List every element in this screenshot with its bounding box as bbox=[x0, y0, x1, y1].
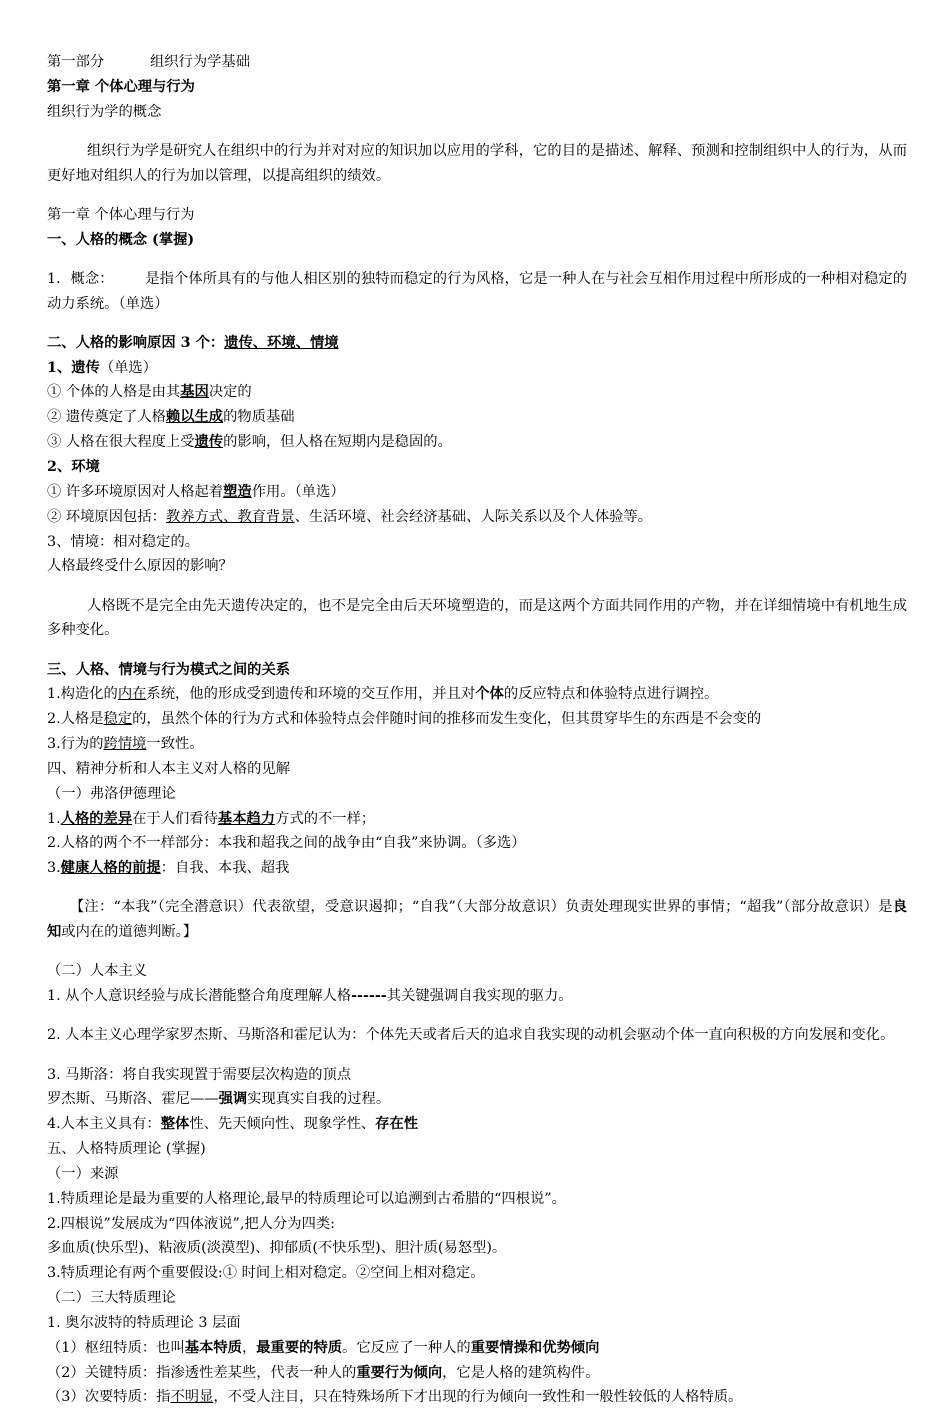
section-heading: 三、人格、情境与行为模式之间的关系 bbox=[47, 661, 291, 678]
list-item: ① 许多环境原因对人格起着塑造作用。（单选） bbox=[47, 483, 345, 500]
section-heading: 二、人格的影响原因 3 个：遗传、环境、情境 bbox=[47, 334, 339, 351]
part-heading: 第一部分 组织行为学基础 bbox=[47, 54, 251, 70]
list-item: 1.构造化的内在系统，他的形成受到遗传和环境的交互作用，并且对个体的反应特点和体验特点进行调控。 bbox=[47, 686, 719, 703]
chapter-heading: 第一章 个体心理与行为 bbox=[47, 206, 195, 223]
note-paragraph: 【注：“本我”（完全潜意识）代表欲望，受意识遏抑；“自我”（大部分故意识）负责处理现实世界的事情；“超我”（部分故意识）是良知或内在的道德判断。】 bbox=[47, 899, 907, 941]
subsection-heading: （二）三大特质理论 bbox=[47, 1290, 176, 1307]
subsection-heading: 1、遗传（单选） bbox=[47, 359, 158, 376]
section-heading: 五、人格特质理论 (掌握) bbox=[47, 1141, 206, 1158]
paragraph: 人格既不是完全由先天遗传决定的，也不是完全由后天环境塑造的，而是这两个方面共同作用的产物，并在详细情境中有机地生成多种变化。 bbox=[47, 597, 907, 639]
list-item: 2.人格的两个不一样部分：本我和超我之间的战争由“自我”来协调。（多选） bbox=[47, 835, 526, 852]
list-item: 4.人本主义具有：整体性、先天倾向性、现象学性、存在性 bbox=[47, 1116, 419, 1133]
list-item: 2.四根说”发展成为“四体液说”,把人分为四类: bbox=[47, 1215, 335, 1232]
section-heading: 组织行为学的概念 bbox=[47, 103, 162, 120]
list-item: （2）关键特质：指渗透性差某些，代表一种人的重要行为倾向，它是人格的建筑构件。 bbox=[47, 1364, 600, 1381]
document-body bbox=[47, 50, 907, 1410]
list-item: 2. 人本主义心理学家罗杰斯、马斯洛和霍尼认为：个体先天或者后天的追求自我实现的动机会驱动个体一直向积极的方向发展和变化。 bbox=[47, 1027, 895, 1044]
section-heading: 一、人格的概念 (掌握) bbox=[47, 231, 195, 248]
subsection-heading: （二）人本主义 bbox=[47, 963, 148, 980]
list-item: 多血质(快乐型)、粘液质(淡漠型)、抑郁质(不快乐型)、胆汁质(易怒型)。 bbox=[47, 1240, 507, 1257]
list-item: （3）次要特质：指不明显，不受人注目，只在特殊场所下才出现的行为倾向一致性和一般性较低的人格特质。 bbox=[47, 1389, 743, 1406]
paragraph: 1．概念： 是指个体所具有的与他人相区别的独特而稳定的行为风格，它是一种人在与社会互相作用过程中所形成的一种相对稳定的动力系统。（单选） bbox=[47, 270, 907, 312]
list-item: 1.人格的差异在于人们看待基本趋力方式的不一样； bbox=[47, 810, 376, 827]
list-item: 1. 从个人意识经验与成长潜能整合角度理解人格------其关键强调自我实现的驱力。 bbox=[47, 988, 573, 1005]
list-item: 1. 奥尔波特的特质理论 3 层面 bbox=[47, 1314, 241, 1331]
list-item: （1）枢纽特质：也叫基本特质，最重要的特质。它反应了一种人的重要情操和优势倾向 bbox=[47, 1339, 600, 1356]
subsection-heading: 3、情境：相对稳定的。 bbox=[47, 533, 200, 550]
question-line: 人格最终受什么原因的影响？ bbox=[47, 558, 233, 575]
list-item: 3. 马斯洛：将自我实现置于需要层次构造的顶点 bbox=[47, 1066, 352, 1083]
list-item: 3.特质理论有两个重要假设:① 时间上相对稳定。②空间上相对稳定。 bbox=[47, 1265, 485, 1282]
subsection-heading: （一）来源 bbox=[47, 1165, 119, 1182]
list-item: ① 个体的人格是由其基因决定的 bbox=[47, 384, 252, 401]
chapter-heading: 第一章 个体心理与行为 bbox=[47, 78, 195, 95]
list-item: 1.特质理论是最为重要的人格理论,最早的特质理论可以追溯到古希腊的“四根说”。 bbox=[47, 1190, 566, 1207]
list-item: 罗杰斯、马斯洛、霍尼——强调实现真实自我的过程。 bbox=[47, 1091, 391, 1108]
list-item: ② 遗传奠定了人格赖以生成的物质基础 bbox=[47, 409, 295, 426]
list-item: ③ 人格在很大程度上受遗传的影响，但人格在短期内是稳固的。 bbox=[47, 434, 452, 451]
subsection-heading: （一）弗洛伊德理论 bbox=[47, 785, 176, 802]
section-heading: 四、精神分析和人本主义对人格的见解 bbox=[47, 760, 291, 777]
paragraph: 组织行为学是研究人在组织中的行为并对对应的知识加以应用的学科，它的目的是描述、解释、预测和控制组织中人的行为，从而更好地对组织人的行为加以管理，以提高组织的绩效。 bbox=[47, 142, 907, 184]
list-item: 2.人格是稳定的，虽然个体的行为方式和体验特点会伴随时间的推移而发生变化，但其贯穿毕生的东西是不会变的 bbox=[47, 711, 762, 728]
list-item: ② 环境原因包括：教养方式、教育背景、生活环境、社会经济基础、人际关系以及个人体验等。 bbox=[47, 508, 653, 525]
list-item: 3.行为的跨情境一致性。 bbox=[47, 736, 204, 753]
list-item: 3.健康人格的前提：自我、本我、超我 bbox=[47, 860, 290, 877]
subsection-heading: 2、环境 bbox=[47, 459, 100, 475]
